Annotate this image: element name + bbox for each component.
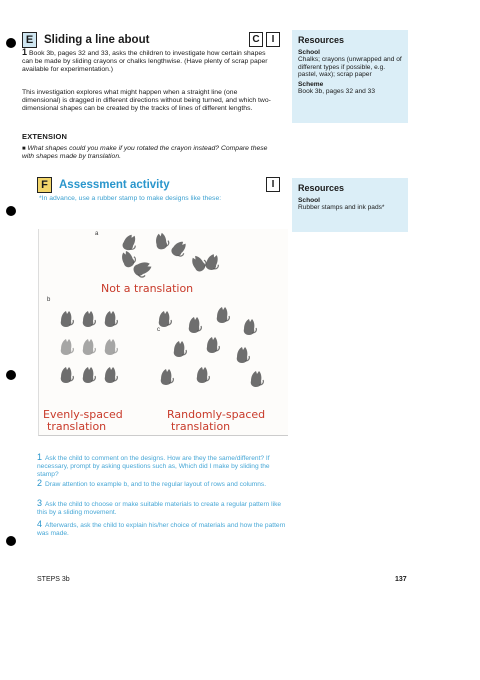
extension-text: ■ What shapes could you make if you rotated the crayon instead? Compare these with shapes made by translation. (22, 145, 268, 161)
stamp-mark (83, 367, 96, 383)
resources-school-text: Rubber stamps and ink pads* (298, 204, 385, 211)
stamp-mark (189, 253, 209, 273)
code-badge: I (266, 32, 280, 47)
stamp-mark (237, 347, 250, 363)
resources-title: Resources (298, 183, 345, 193)
step-number: 1 (37, 452, 43, 462)
random-label-line1: Randomly-spaced (167, 408, 266, 421)
section-f-header (37, 177, 170, 193)
stamp-mark (105, 311, 118, 327)
stamp-designs (39, 229, 288, 435)
stamp-mark (154, 232, 170, 251)
step-number: 4 (37, 519, 43, 529)
example-label: a (95, 231, 99, 237)
stamp-mark (207, 337, 220, 353)
stamp-mark (251, 371, 264, 387)
resources-box (292, 30, 408, 123)
intro-text: *In advance, use a rubber stamp to make designs like these: (39, 195, 222, 202)
random-label-line2: translation (171, 420, 231, 433)
resources-school-text: Chalks; crayons (unwrapped and of different types if possible, e.g. pastel, wax); scrap paper (298, 56, 402, 79)
step-number: 2 (37, 478, 43, 488)
step-item: 2 Draw attention to example b, and to the regular layout of rows and columns. (37, 478, 267, 488)
code-badge: C (249, 32, 263, 47)
step-item: 4 Afterwards, ask the child to explain his/her choice of materials and how the pattern was made. (37, 519, 286, 537)
page-number: 137 (395, 576, 407, 583)
example-label: c (157, 327, 160, 333)
stamp-mark (83, 311, 96, 327)
even-label-line1: Evenly-spaced (43, 408, 123, 421)
section-e-header (22, 32, 149, 48)
paragraph: This investigation explores what might happen when a straight line (one dimensional) is dragged in different directions without being turned, and which two-dimensional shapes can be created by the tracks of lines of different lengths. (22, 89, 271, 113)
resources-school-label: School (298, 49, 320, 56)
stamp-mark (159, 311, 172, 327)
stamp-mark (105, 339, 118, 355)
stamp-mark (174, 341, 187, 357)
stamp-mark (244, 319, 257, 335)
code-badge: I (266, 177, 280, 192)
binder-hole (6, 38, 16, 48)
stamp-mark (61, 311, 74, 327)
not-translation-label: Not a translation (101, 282, 194, 295)
example-label: b (47, 297, 51, 303)
resources-box (292, 178, 408, 232)
stamp-mark (197, 367, 210, 383)
paragraph (22, 48, 272, 75)
section-title: Assessment activity (59, 179, 170, 191)
stamp-mark (61, 339, 74, 355)
stamp-mark (170, 239, 190, 259)
binder-hole (6, 536, 16, 546)
section-letter: E (22, 32, 37, 48)
resources-scheme-text: Book 3b, pages 32 and 33 (298, 87, 375, 95)
resources-school-label: School (298, 197, 320, 204)
footer-title: STEPS 3b (37, 576, 70, 583)
stamp-mark (189, 317, 202, 333)
step-item: 1 Ask the child to comment on the designs. How are they the same/different? If necessary, prompt by asking questions such as, Which did I make by sliding the stamp? (37, 452, 270, 478)
even-label-line2: translation (47, 420, 107, 433)
stamp-mark (161, 369, 174, 385)
stamp-mark (83, 339, 96, 355)
binder-hole (6, 206, 16, 216)
section-title: Sliding a line about (44, 34, 150, 46)
paragraph-text: Book 3b, pages 32 and 33, asks the children to investigate how certain shapes can be made by sliding crayons or chalks lengthwise. (Have plenty of scrap paper available for experimentation.) (22, 50, 268, 74)
paragraph-number: 1 (22, 47, 28, 57)
resources-title: Resources (298, 35, 345, 45)
stamp-mark (217, 307, 230, 323)
binder-hole (6, 370, 16, 380)
stamp-mark (105, 367, 118, 383)
stamp-illustration (38, 229, 288, 436)
stamp-mark (205, 253, 221, 272)
step-item: 3 Ask the child to choose or make suitable materials to create a regular pattern like this by a sliding movement. (37, 498, 282, 516)
resources-scheme-label: Scheme (298, 80, 324, 88)
stamp-mark (61, 367, 74, 383)
step-number: 3 (37, 498, 43, 508)
stamp-mark (121, 233, 138, 252)
extension-heading: EXTENSION (22, 132, 68, 141)
section-letter: F (37, 177, 52, 193)
